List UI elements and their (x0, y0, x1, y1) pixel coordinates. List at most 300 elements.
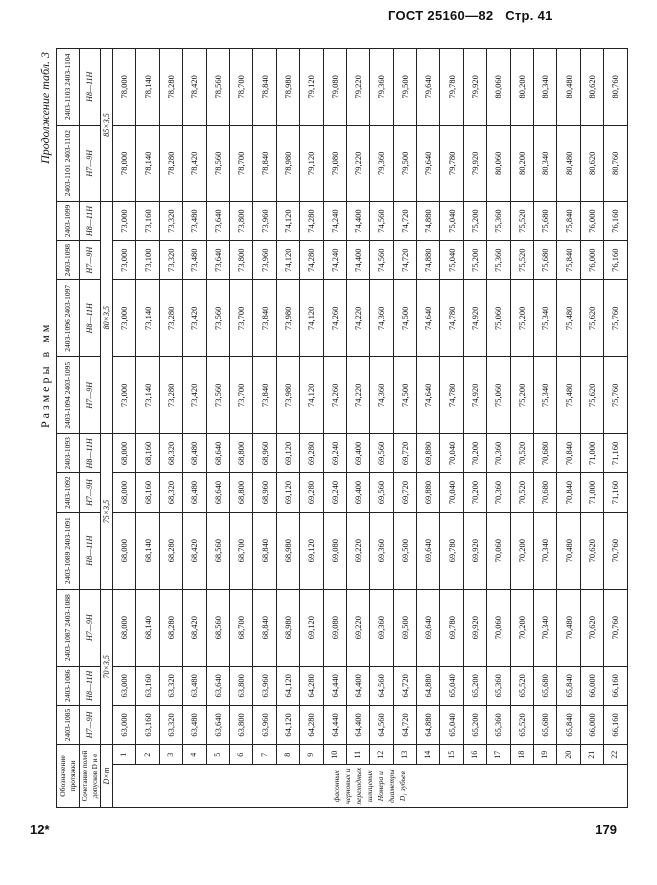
table-cell: 74,120 (276, 241, 299, 280)
table-cell: 68,640 (206, 473, 229, 512)
table-cell: 68,480 (183, 434, 206, 473)
table-cell: 63,640 (206, 666, 229, 705)
table-cell: 64,400 (346, 666, 369, 705)
table-cell: 74,260 (323, 280, 346, 357)
table-cell: 74,640 (417, 280, 440, 357)
size-cell: 75×3,5 (101, 434, 113, 589)
table-cell: 64,120 (276, 666, 299, 705)
table-cell: 69,240 (323, 434, 346, 473)
code-cell: 2403-1086 (57, 666, 80, 705)
table-row (300, 49, 323, 808)
table-cell: 80,200 (510, 49, 533, 126)
table-cell: 68,700 (229, 512, 252, 589)
table-cell: 75,360 (487, 241, 510, 280)
table-cell: 63,960 (253, 666, 276, 705)
table-cell: 68,700 (229, 589, 252, 666)
table-cell: 64,280 (300, 705, 323, 744)
table-cell: 70,760 (604, 589, 627, 666)
fit-cell: H7—9H (80, 705, 101, 744)
table-cell: 68,840 (253, 589, 276, 666)
table-cell: 78,980 (276, 49, 299, 126)
table-cell: 74,280 (300, 241, 323, 280)
table-cell: 78,980 (276, 125, 299, 201)
table-cell: 70,620 (580, 589, 603, 666)
table-cell: 66,160 (604, 666, 627, 705)
table-cell: 68,000 (113, 434, 136, 473)
table-cell: 70,620 (580, 512, 603, 589)
row-number: 22 (604, 745, 627, 765)
table-cell: 80,480 (557, 49, 580, 126)
fit-cell: H8—11H (80, 201, 101, 240)
table-cell: 76,160 (604, 201, 627, 240)
table-cell: 73,700 (229, 280, 252, 357)
table-cell: 68,640 (206, 434, 229, 473)
table-cell: 68,140 (136, 589, 159, 666)
table-cell: 73,960 (253, 201, 276, 240)
table-cell: 63,160 (136, 666, 159, 705)
size-cell: 80×3,5 (101, 201, 113, 433)
table-cell: 69,500 (393, 589, 416, 666)
table-cell: 80,340 (534, 49, 557, 126)
table-cell: 73,560 (206, 280, 229, 357)
table-cell: 74,120 (276, 201, 299, 240)
table-cell: 65,360 (487, 705, 510, 744)
table-cell: 70,760 (604, 512, 627, 589)
table-row (534, 49, 557, 808)
table-cell: 70,060 (487, 589, 510, 666)
table-cell: 75,200 (463, 201, 486, 240)
table-cell: 75,040 (440, 241, 463, 280)
table-cell: 69,560 (370, 473, 393, 512)
table-cell: 75,200 (510, 280, 533, 357)
table-cell: 75,060 (487, 357, 510, 434)
table-row (417, 49, 440, 808)
table-cell: 80,620 (580, 125, 603, 201)
table-cell: 73,980 (276, 280, 299, 357)
fit-cell: H8—11H (80, 434, 101, 473)
code-cell: 2403-1099 (57, 201, 80, 240)
table-cell: 69,720 (393, 434, 416, 473)
table-cell: 74,220 (346, 280, 369, 357)
row-number: 16 (463, 745, 486, 765)
table-cell: 70,840 (557, 434, 580, 473)
table-cell: 68,320 (159, 473, 182, 512)
fit-cell: H7—9H (80, 357, 101, 434)
fit-cell: H8—11H (80, 666, 101, 705)
table-cell: 63,800 (229, 705, 252, 744)
table-cell: 69,080 (323, 589, 346, 666)
table-cell: 75,760 (604, 280, 627, 357)
table-cell: 79,080 (323, 49, 346, 126)
table-cell: 63,000 (113, 666, 136, 705)
table-cell: 75,340 (534, 280, 557, 357)
table-row (580, 49, 603, 808)
table-cell: 64,720 (393, 666, 416, 705)
table-cell: 76,160 (604, 241, 627, 280)
table-cell: 68,420 (183, 512, 206, 589)
table-cell: 73,100 (136, 241, 159, 280)
table-cell: 69,120 (300, 512, 323, 589)
table-cell: 69,780 (440, 512, 463, 589)
fit-cell: H8—11H (80, 280, 101, 357)
table-cell: 74,120 (300, 280, 323, 357)
table-cell: 69,120 (276, 434, 299, 473)
size-cell: 70×3,5 (101, 589, 113, 744)
table-cell: 75,620 (580, 357, 603, 434)
table-cell: 74,240 (323, 241, 346, 280)
table-cell: 64,120 (276, 705, 299, 744)
table-cell: 74,400 (346, 241, 369, 280)
table-cell: 80,060 (487, 49, 510, 126)
table-cell: 78,840 (253, 49, 276, 126)
table-cell: 78,140 (136, 125, 159, 201)
table-cell: 68,000 (113, 512, 136, 589)
table-cell: 69,880 (417, 473, 440, 512)
row-number: 3 (159, 745, 182, 765)
table-cell: 75,760 (604, 357, 627, 434)
table-cell: 73,140 (136, 357, 159, 434)
table-cell: 73,420 (183, 357, 206, 434)
table-cell: 69,920 (463, 512, 486, 589)
table-row (604, 49, 627, 808)
table-cell: 80,760 (604, 125, 627, 201)
code-cell: 2403-1094 2403-1095 (57, 357, 80, 434)
table-row (370, 49, 393, 808)
table-cell: 75,340 (534, 357, 557, 434)
table-cell: 78,700 (229, 125, 252, 201)
fit-cell: H7—9H (80, 473, 101, 512)
table-row (463, 49, 486, 808)
fit-cell: H7—9H (80, 589, 101, 666)
table-cell: 74,360 (370, 280, 393, 357)
table-cell: 74,500 (393, 280, 416, 357)
row-number: 13 (393, 745, 416, 765)
table-cell: 79,080 (323, 125, 346, 201)
table-cell: 73,000 (113, 280, 136, 357)
table-cell: 79,120 (300, 125, 323, 201)
table-cell: 68,960 (253, 434, 276, 473)
table-cell: 64,560 (370, 666, 393, 705)
table-cell: 80,620 (580, 49, 603, 126)
table-cell: 74,560 (370, 201, 393, 240)
table-cell: 74,920 (463, 357, 486, 434)
code-cell: 2403-1087 2403-1088 (57, 589, 80, 666)
table-cell: 65,200 (463, 705, 486, 744)
table-cell: 68,160 (136, 473, 159, 512)
table-cell: 68,280 (159, 512, 182, 589)
code-cell: 2403-1103 2403-1104 (57, 49, 80, 126)
table-cell: 74,920 (463, 280, 486, 357)
table-cell: 63,320 (159, 666, 182, 705)
left-mark: 12* (30, 822, 50, 837)
table-cell: 68,000 (113, 473, 136, 512)
table-cell: 70,480 (557, 589, 580, 666)
code-header-row (57, 49, 80, 808)
table-cell: 74,560 (370, 241, 393, 280)
table-cell: 79,500 (393, 125, 416, 201)
table-cell: 78,140 (136, 49, 159, 126)
fit-cell: H7—9H (80, 241, 101, 280)
table-cell: 78,560 (206, 49, 229, 126)
table-cell: 64,280 (300, 666, 323, 705)
table-cell: 69,360 (370, 512, 393, 589)
table-row (557, 49, 580, 808)
table-cell: 69,920 (463, 589, 486, 666)
table-cell: 69,220 (346, 589, 369, 666)
size-header-row (101, 49, 113, 808)
table-cell: 68,140 (136, 512, 159, 589)
table-cell: 68,560 (206, 512, 229, 589)
code-cell: 2403-1098 (57, 241, 80, 280)
table-cell: 64,720 (393, 705, 416, 744)
table-cell: 66,000 (580, 705, 603, 744)
table-row (253, 49, 276, 808)
row-number: 5 (206, 745, 229, 765)
table-cell: 73,280 (159, 280, 182, 357)
table-cell: 70,520 (510, 434, 533, 473)
table-cell: 65,840 (557, 705, 580, 744)
table-cell: 74,780 (440, 357, 463, 434)
table-cell: 65,680 (534, 705, 557, 744)
table-cell: 73,640 (206, 241, 229, 280)
table-cell: 64,880 (417, 705, 440, 744)
table-cell: 76,000 (580, 201, 603, 240)
table-cell: 70,360 (487, 434, 510, 473)
table-cell: 70,200 (463, 434, 486, 473)
table-cell: 69,280 (300, 434, 323, 473)
table-cell: 69,640 (417, 512, 440, 589)
head-label: Обозначение протяжки (57, 745, 80, 808)
table-row (276, 49, 299, 808)
table-cell: 75,480 (557, 357, 580, 434)
table-cell: 70,060 (487, 512, 510, 589)
row-number: 1 (113, 745, 136, 765)
table-row (323, 49, 346, 808)
table-cell: 75,060 (487, 280, 510, 357)
table-cell: 79,920 (463, 49, 486, 126)
table-cell: 75,840 (557, 201, 580, 240)
table-cell: 75,620 (580, 280, 603, 357)
page-header (388, 8, 553, 23)
table-cell: 63,960 (253, 705, 276, 744)
table-cell: 71,000 (580, 434, 603, 473)
table-cell: 68,800 (229, 434, 252, 473)
table-cell: 73,480 (183, 201, 206, 240)
table-row (487, 49, 510, 808)
table-cell: 70,200 (510, 512, 533, 589)
table-cell: 66,160 (604, 705, 627, 744)
row-number: 20 (557, 745, 580, 765)
table-cell: 73,560 (206, 357, 229, 434)
row-number: 21 (580, 745, 603, 765)
row-number: 4 (183, 745, 206, 765)
table-cell: 69,280 (300, 473, 323, 512)
table-cell: 68,840 (253, 512, 276, 589)
row-number: 7 (253, 745, 276, 765)
table-cell: 63,480 (183, 705, 206, 744)
table-cell: 68,960 (253, 473, 276, 512)
table-cell: 73,420 (183, 280, 206, 357)
table-cell: 65,520 (510, 705, 533, 744)
table-cell: 74,360 (370, 357, 393, 434)
table-cell: 69,400 (346, 473, 369, 512)
table-cell: 64,880 (417, 666, 440, 705)
table-cell: 75,200 (510, 357, 533, 434)
table-cell: 73,840 (253, 280, 276, 357)
row-number: 2 (136, 745, 159, 765)
code-cell: 2403-1096 2403-1097 (57, 280, 80, 357)
table-row (159, 49, 182, 808)
code-cell: 2403-1089 2403-1091 (57, 512, 80, 589)
table-cell: 69,360 (370, 589, 393, 666)
table-cell: 74,880 (417, 241, 440, 280)
table-row (440, 49, 463, 808)
table-cell: 65,520 (510, 666, 533, 705)
table-cell: 69,240 (323, 473, 346, 512)
table-cell: 68,320 (159, 434, 182, 473)
table-cell: 71,160 (604, 434, 627, 473)
code-cell: 2403-1092 (57, 473, 80, 512)
table-cell: 74,500 (393, 357, 416, 434)
table-cell: 65,680 (534, 666, 557, 705)
table-cell: 73,140 (136, 280, 159, 357)
table-cell: 73,980 (276, 357, 299, 434)
code-cell: 2403-1101 2403-1102 (57, 125, 80, 201)
table-cell: 79,360 (370, 125, 393, 201)
table-cell: 75,520 (510, 241, 533, 280)
table-body (113, 49, 628, 808)
fit-cell: H8—11H (80, 512, 101, 589)
table-cell: 70,040 (440, 473, 463, 512)
table-cell: 75,840 (557, 241, 580, 280)
table-cell: 79,120 (300, 49, 323, 126)
table-cell: 70,200 (510, 589, 533, 666)
size-label: D×m (101, 745, 113, 808)
table-cell: 63,320 (159, 705, 182, 744)
table-cell: 78,700 (229, 49, 252, 126)
table-cell: 79,360 (370, 49, 393, 126)
table-cell: 78,420 (183, 125, 206, 201)
table-cell: 70,200 (463, 473, 486, 512)
table-cell: 69,120 (300, 589, 323, 666)
table-cell: 70,340 (534, 512, 557, 589)
table-row (229, 49, 252, 808)
table-cell: 68,560 (206, 589, 229, 666)
table-cell: 78,560 (206, 125, 229, 201)
row-number: 18 (510, 745, 533, 765)
row-number: 17 (487, 745, 510, 765)
table-cell: 65,360 (487, 666, 510, 705)
table-cell: 74,120 (300, 357, 323, 434)
row-number: 11 (346, 745, 369, 765)
table-cell: 74,400 (346, 201, 369, 240)
table-cell: 78,280 (159, 49, 182, 126)
table-cell: 69,400 (346, 434, 369, 473)
table-cell: 68,480 (183, 473, 206, 512)
table-cell: 74,720 (393, 241, 416, 280)
table-cell: 79,640 (417, 49, 440, 126)
table-cell: 73,320 (159, 241, 182, 280)
table-cell: 78,000 (113, 49, 136, 126)
table-cell: 75,360 (487, 201, 510, 240)
table-cell: 73,840 (253, 357, 276, 434)
table-cell: 73,160 (136, 201, 159, 240)
continuation-caption: Продолжение табл. 3 (38, 52, 52, 164)
table-cell: 76,000 (580, 241, 603, 280)
row-number: 9 (300, 745, 323, 765)
table-cell: 69,880 (417, 434, 440, 473)
table-cell: 74,260 (323, 357, 346, 434)
code-cell: 2403-1093 (57, 434, 80, 473)
table-cell: 73,000 (113, 241, 136, 280)
group-label-cell (113, 765, 628, 808)
table-cell: 73,280 (159, 357, 182, 434)
table-row (113, 49, 136, 808)
table-cell: 78,280 (159, 125, 182, 201)
table-cell: 70,040 (440, 434, 463, 473)
table-cell: 75,520 (510, 201, 533, 240)
table-cell: 69,220 (346, 512, 369, 589)
table-row (510, 49, 533, 808)
row-number: 6 (229, 745, 252, 765)
table-cell: 68,980 (276, 512, 299, 589)
row-number: 12 (370, 745, 393, 765)
table-cell: 79,220 (346, 125, 369, 201)
table-cell: 63,480 (183, 666, 206, 705)
table-cell: 64,560 (370, 705, 393, 744)
table-cell: 79,640 (417, 125, 440, 201)
table-row (346, 49, 369, 808)
table-cell: 74,880 (417, 201, 440, 240)
table-cell: 63,000 (113, 705, 136, 744)
table-cell: 65,840 (557, 666, 580, 705)
table-cell: 80,340 (534, 125, 557, 201)
table-cell: 68,420 (183, 589, 206, 666)
table-cell: 73,800 (229, 201, 252, 240)
table-cell: 74,220 (346, 357, 369, 434)
dimensions-table (56, 48, 628, 808)
table-cell: 65,200 (463, 666, 486, 705)
table-cell: 74,720 (393, 201, 416, 240)
row-number: 10 (323, 745, 346, 765)
table-cell: 70,340 (534, 589, 557, 666)
table-cell: 71,000 (580, 473, 603, 512)
table-cell: 68,800 (229, 473, 252, 512)
table-cell: 73,480 (183, 241, 206, 280)
table-cell: 80,760 (604, 49, 627, 126)
table-cell: 75,200 (463, 241, 486, 280)
table-cell: 63,160 (136, 705, 159, 744)
table-cell: 68,000 (113, 589, 136, 666)
table-cell: 69,500 (393, 512, 416, 589)
units-caption: Размеры в мм (38, 321, 52, 428)
table-cell: 73,960 (253, 241, 276, 280)
table-cell: 71,160 (604, 473, 627, 512)
group-finish-label: шлицевых (365, 770, 375, 802)
table-cell: 80,200 (510, 125, 533, 201)
table-cell: 79,500 (393, 49, 416, 126)
table-cell: 70,360 (487, 473, 510, 512)
table-cell: 75,680 (534, 241, 557, 280)
fit-header-row (80, 49, 101, 808)
table-cell: 63,800 (229, 666, 252, 705)
table-cell: 78,840 (253, 125, 276, 201)
table-row (393, 49, 416, 808)
table-cell: 74,640 (417, 357, 440, 434)
fit-label: Сочетание полей допусков D и е (80, 745, 101, 808)
table-cell: 70,680 (534, 473, 557, 512)
table-cell: 73,320 (159, 201, 182, 240)
